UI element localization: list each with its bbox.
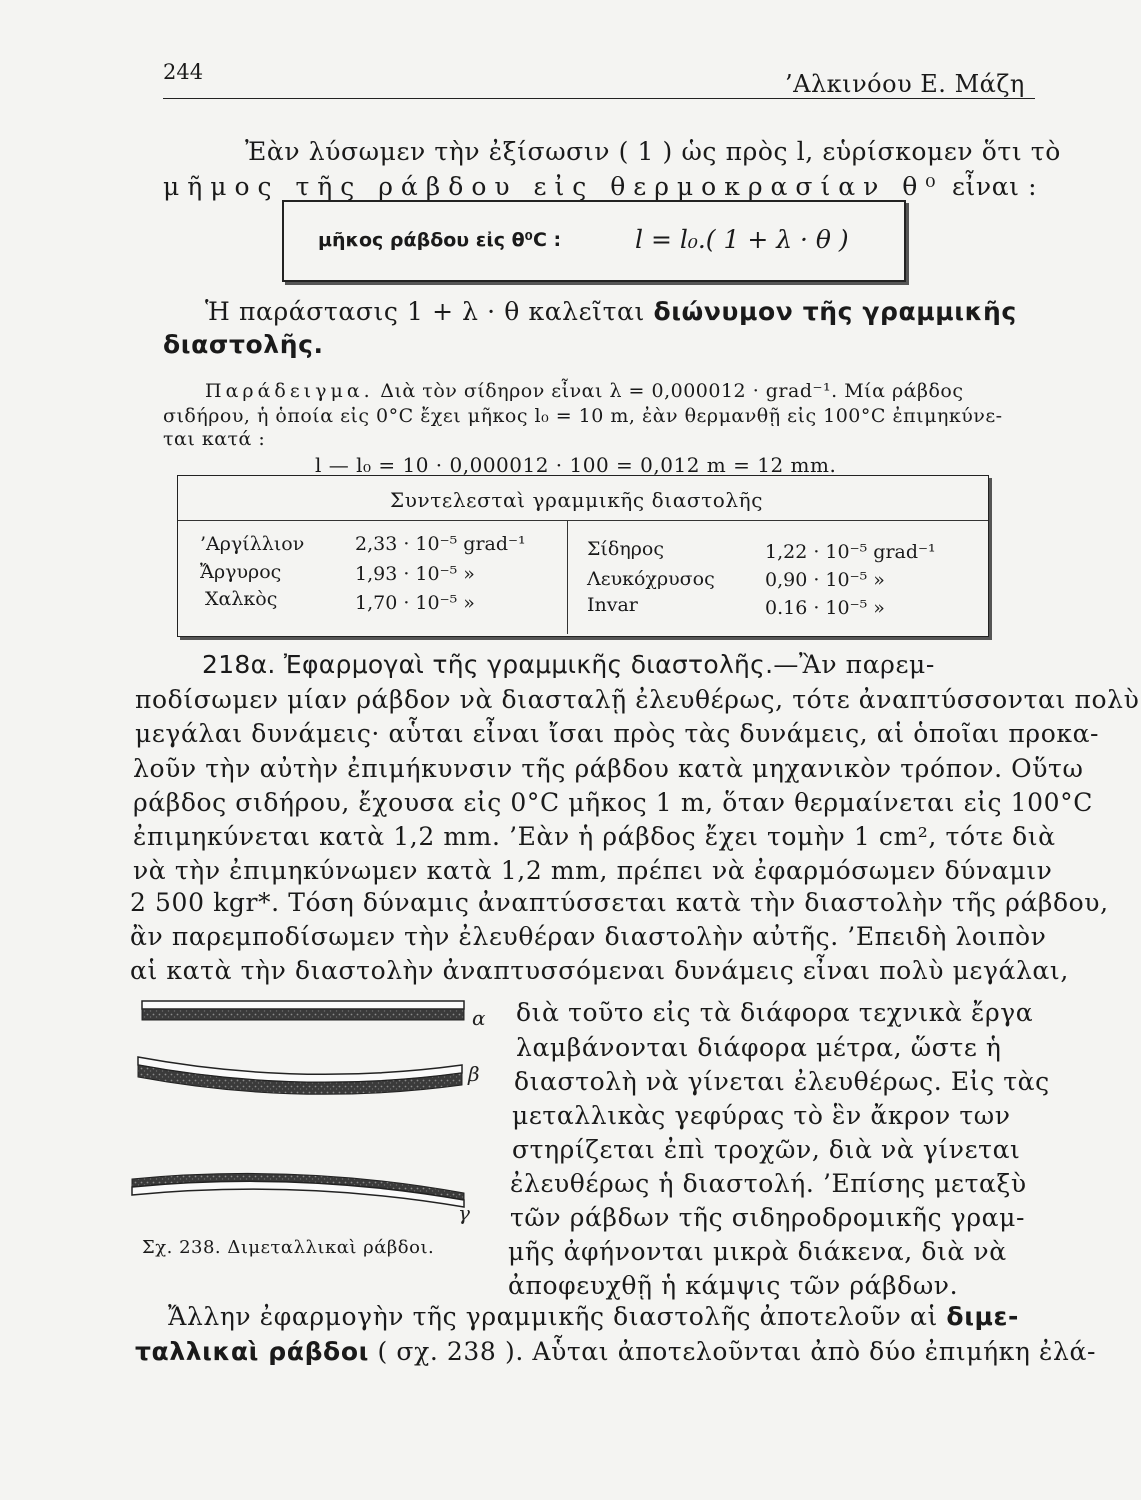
table-material: Λευκόχρυσος	[587, 568, 715, 590]
expression-line-2: διαστολῆς.	[163, 330, 324, 359]
section-first-line	[202, 650, 935, 679]
intro-spaced-text: μῆμος τῆς ράβδου εἰς θερμοκρασίαν θ⁰	[163, 172, 944, 201]
narrow-line: ἐλευθέρως ἡ διαστολή. ’Επίσης μεταξὺ	[510, 1169, 1027, 1198]
section-line: ποδίσωμεν μίαν ράβδον νὰ διασταλῇ ἐλευθέρως, τότε ἀναπτύσσονται πολὺ	[135, 685, 1140, 714]
example-line-2: σιδήρου, ἡ ὁποία εἰς 0°C ἔχει μῆκος l₀ = 10 m, ἐὰν θερμανθῇ εἰς 100°C ἐπιμηκύνε-	[163, 405, 1003, 427]
section-line: ἐπιμηκύνεται κατὰ 1,2 mm. ’Εὰν ἡ ράβδος ἔχει τομὴν 1 cm², τότε διὰ	[133, 822, 1056, 851]
table-value: 1,93 · 10⁻⁵ »	[355, 563, 475, 585]
table-material: Σίδηρος	[587, 538, 664, 560]
expression-line-1	[205, 297, 1017, 326]
strip-c	[132, 1173, 464, 1207]
closing-bold-term-2: ταλλικαὶ ράβδοι	[135, 1337, 369, 1366]
table-value: 1,22 · 10⁻⁵ grad⁻¹	[765, 541, 936, 563]
closing-line-2-rest: ( σχ. 238 ). Αὗται ἀποτελοῦνται ἀπὸ δύο ἐπιμήκη ἐλά-	[377, 1337, 1097, 1366]
section-line: μεγάλαι δυνάμεις· αὗται εἶναι ἴσαι πρὸς τὰς δυνάμεις, αἱ ὁποῖαι προκα-	[135, 719, 1100, 748]
table-value: 0,90 · 10⁻⁵ »	[765, 569, 885, 591]
narrow-line: μεταλλικὰς γεφύρας τὸ ἓν ἄκρον των	[512, 1101, 1011, 1130]
formula-equation: l = l₀.( 1 + λ · θ )	[635, 225, 849, 254]
narrow-line: στηρίζεται ἐπὶ τροχῶν, διὰ νὰ γίνεται	[512, 1135, 1021, 1164]
table-value: 1,70 · 10⁻⁵ »	[355, 592, 475, 614]
section-heading: 218α. Ἐφαρμογαὶ τῆς γραμμικῆς διαστολῆς.	[202, 650, 774, 679]
closing-line-1	[168, 1302, 1019, 1331]
narrow-line: τῶν ράβδων τῆς σιδηροδρομικῆς γραμ-	[510, 1203, 1025, 1232]
narrow-line: λαμβάνονται διάφορα μέτρα, ὥστε ἡ	[516, 1033, 1002, 1062]
strip-a	[142, 1001, 464, 1020]
narrow-line: ἀποφευχθῇ ἡ κάμψις τῶν ράβδων.	[508, 1271, 959, 1300]
table-title: Συντελεσταὶ γραμμικῆς διαστολῆς	[390, 488, 764, 512]
example-equation: l — l₀ = 10 · 0,000012 · 100 = 0,012 m = 12 mm.	[315, 453, 837, 477]
example-line-1-rest: Διὰ τὸν σίδηρον εἶναι λ = 0,000012 · grad⁻¹. Μία ράβδος	[380, 380, 964, 402]
formula-label: μῆκος ράβδου εἰς θ⁰C :	[318, 229, 562, 251]
section-line: αἱ κατὰ τὴν διαστολὴν ἀναπτυσσόμεναι δυνάμεις εἶναι πολὺ μεγάλαι,	[130, 956, 1069, 985]
intro-line-2	[163, 172, 1037, 201]
figure-caption: Σχ. 238. Διμεταλλικαὶ ράβδοι.	[142, 1237, 435, 1258]
section-line: νὰ τὴν ἐπιμηκύνωμεν κατὰ 1,2 mm, πρέπει νὰ ἐφαρμόσωμεν δύναμιν	[133, 856, 1053, 885]
intro-line-1: Ἐὰν λύσωμεν τὴν ἐξίσωσιν ( 1 ) ὡς πρὸς l, εὑρίσκομεν ὅτι τὸ	[245, 137, 1061, 166]
intro-line-2-end: εἶναι :	[951, 172, 1038, 201]
section-line: 2 500 kgr*. Τόση δύναμις ἀναπτύσσεται κατὰ τὴν διαστολὴν τῆς ράβδου,	[130, 888, 1109, 917]
table-value: 0.16 · 10⁻⁵ »	[765, 597, 885, 619]
narrow-line: διαστολὴ νὰ γίνεται ἐλευθέρως. Εἰς τὰς	[514, 1067, 1050, 1096]
expression-text: Ἡ παράστασις 1 + λ · θ καλεῖται	[205, 297, 645, 326]
strip-label-a: α	[472, 1006, 486, 1030]
table-material: Invar	[587, 594, 638, 616]
closing-line-2	[135, 1337, 1096, 1366]
narrow-line: διὰ τοῦτο εἰς τὰ διάφορα τεχνικὰ ἔργα	[516, 998, 1034, 1027]
table-material: Ἄργυρος	[200, 561, 282, 583]
table-column-divider	[567, 521, 568, 634]
strip-label-c: γ	[458, 1201, 470, 1225]
example-line-3: ται κατά :	[163, 428, 266, 450]
strip-label-b: β	[468, 1062, 480, 1086]
header-rule	[163, 98, 1035, 99]
closing-bold-term: διμε-	[946, 1302, 1020, 1331]
example-line-1	[205, 380, 964, 402]
page-number: 244	[163, 60, 204, 84]
example-label: Παράδειγμα.	[205, 380, 374, 402]
expression-bold-term: διώνυμον τῆς γραμμικῆς	[653, 297, 1017, 326]
closing-text: Ἄλλην ἐφαρμογὴν τῆς γραμμικῆς διαστολῆς ἀποτελοῦν αἱ	[168, 1302, 938, 1331]
table-header-rule	[178, 520, 988, 521]
strip-b	[138, 1057, 462, 1094]
running-head: ’Αλκινόου Ε. Μάζη	[785, 70, 1025, 98]
bimetallic-strips-figure	[128, 995, 508, 1225]
section-line: ἂν παρεμποδίσωμεν τὴν ἐλευθέραν διαστολὴν αὐτῆς. ’Επειδὴ λοιπὸν	[130, 922, 1047, 951]
table-material: Χαλκὸς	[205, 588, 278, 610]
section-line: ράβδος σιδήρου, ἔχουσα εἰς 0°C μῆκος 1 m, ὅταν θερμαίνεται εἰς 100°C	[133, 788, 1094, 817]
section-line: λοῦν τὴν αὐτὴν ἐπιμήκυνσιν τῆς ράβδου κατὰ μηχανικὸν τρόπον. Οὕτω	[133, 754, 1084, 783]
table-material: ’Αργίλλιον	[200, 533, 305, 555]
table-value: 2,33 · 10⁻⁵ grad⁻¹	[355, 533, 526, 555]
section-line-0: —Ἂν παρεμ-	[773, 650, 935, 679]
narrow-line: μῆς ἀφήνονται μικρὰ διάκενα, διὰ νὰ	[508, 1237, 1007, 1266]
